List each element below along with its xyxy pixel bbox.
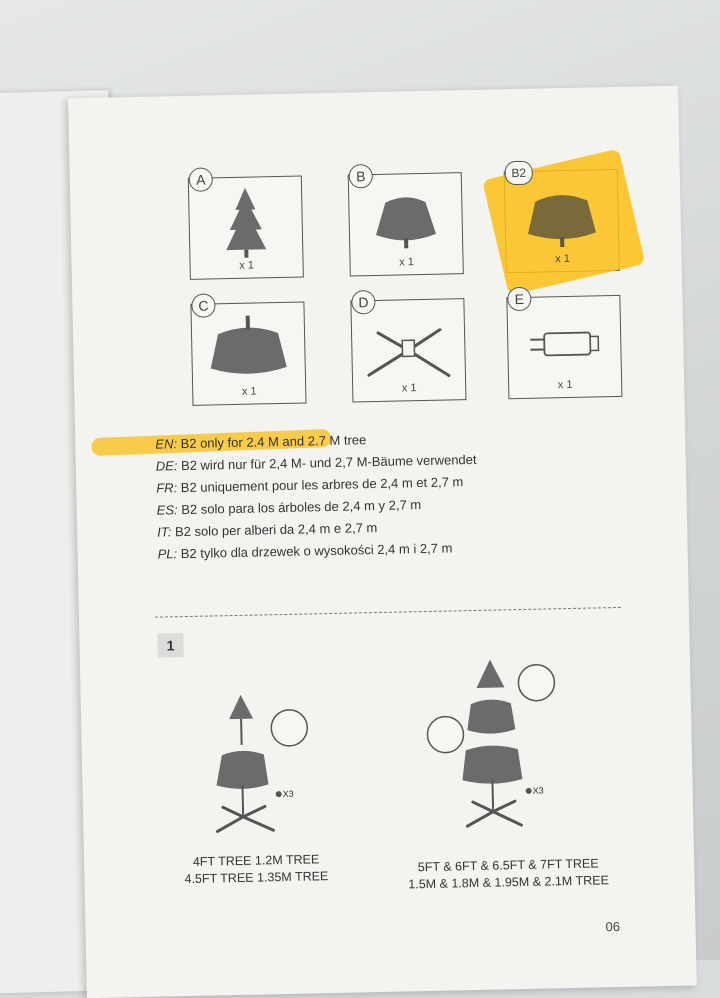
part-quantity: x 1 [190,259,302,273]
part-a [188,176,304,280]
caption-line: 4.5FT TREE 1.35M TREE [166,868,346,889]
part-quantity: x 1 [506,252,618,266]
part-letter-b: B [349,164,373,188]
part-b2 [504,169,620,273]
language-code: EN: [155,436,177,451]
assembly-small-icon [190,672,364,846]
caption-line: 1.5M & 1.8M & 1.95M & 2.1M TREE [388,872,628,894]
language-code: ES: [157,502,178,517]
note-text: B2 uniquement pour les arbres de 2,4 m et 2,7 m [177,474,463,495]
caption-small-trees [166,851,347,889]
assembly-diagram-large [420,648,594,842]
part-letter-c: C [191,293,215,317]
part-letter-e: E [507,287,531,311]
note-text: B2 tylko dla drzewek o wysokości 2,4 m i 2,7 m [177,540,453,561]
caption-large-trees [388,855,629,894]
section-divider [155,607,621,618]
note-text: B2 only for 2.4 M and 2.7 M tree [177,432,367,451]
part-quantity: x 1 [353,381,465,395]
screw-quantity: X3 [283,786,294,803]
language-code: FR: [156,480,177,495]
part-quantity: x 1 [193,384,305,398]
note-pl [157,540,452,561]
note-text: B2 solo per alberi da 2,4 m e 2,7 m [171,520,377,539]
note-it [157,520,377,540]
note-en [155,432,366,451]
page-number: 06 [605,919,620,934]
language-code: PL: [157,546,177,561]
part-letter-a: A [189,167,213,191]
language-code: IT: [157,524,172,539]
note-de [156,452,477,474]
caption-line: 5FT & 6FT & 6.5FT & 7FT TREE [388,855,628,877]
part-b [348,172,464,276]
note-text: B2 solo para los árboles de 2,4 m y 2,7 m [178,497,422,517]
part-quantity: x 1 [350,255,462,269]
part-letter-d: D [351,290,375,314]
screw-quantity: X3 [533,783,544,800]
note-fr [156,474,463,495]
note-es [157,497,422,518]
part-e [506,295,622,399]
note-text: B2 wird nur für 2,4 M- und 2,7 M-Bäume verwendet [177,452,476,473]
part-letter-b2: B2 [504,161,532,186]
step-number: 1 [157,633,183,658]
assembly-diagram-small [190,672,364,846]
part-d [350,298,466,402]
assembly-large-icon [420,648,594,842]
part-quantity: x 1 [509,378,621,392]
language-code: DE: [156,458,178,473]
manual-page [68,86,697,998]
caption-line: 4FT TREE 1.2M TREE [166,851,346,872]
part-c [190,301,306,405]
